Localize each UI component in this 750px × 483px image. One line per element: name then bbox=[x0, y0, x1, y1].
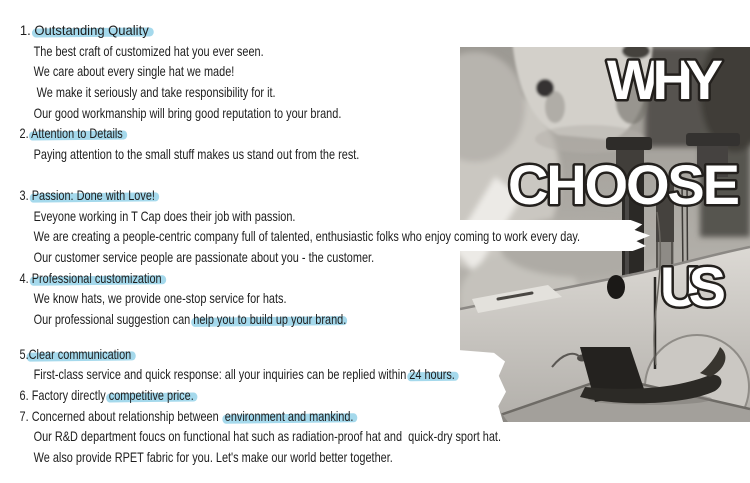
line-text: Our customer service people are passionate about you - the customer. bbox=[33, 248, 375, 265]
list-line bbox=[18, 247, 587, 268]
list-heading bbox=[18, 185, 587, 206]
highlighted-phrase: Professional customization bbox=[31, 269, 162, 286]
list-line bbox=[18, 226, 587, 247]
highlighted-phrase: 24 hours. bbox=[409, 366, 455, 383]
line-text: Eveyone working in T Cap does their job with passion. bbox=[33, 207, 296, 224]
line-text: 4. bbox=[19, 269, 32, 286]
list-line bbox=[18, 309, 587, 330]
list-line bbox=[18, 206, 587, 227]
list-line bbox=[18, 426, 587, 447]
line-text: 6. Factory directly bbox=[19, 387, 109, 403]
list-heading bbox=[18, 20, 697, 41]
line-text: Our good workmanship will bring good reputation to your brand. bbox=[33, 104, 342, 121]
line-text: We also provide RPET fabric for you. Let's make our world better together. bbox=[33, 449, 393, 466]
line-text: First-class service and quick response: all your inquiries can be replied within bbox=[33, 366, 410, 383]
highlighted-phrase: competitive price. bbox=[108, 387, 194, 403]
line-text: Our professional suggestion can bbox=[33, 310, 194, 327]
line-text: . bbox=[343, 310, 347, 327]
line-text: 1. bbox=[19, 22, 35, 38]
line-text: We know hats, we provide one-stop service for hats. bbox=[33, 290, 287, 307]
highlighted-phrase: help you to build up your brand bbox=[193, 310, 344, 327]
hero-line-choose: CHOOSE bbox=[508, 153, 740, 216]
line-text: Paying attention to the small stuff makes us stand out from the rest. bbox=[33, 146, 360, 163]
hero-line-why: WHY bbox=[607, 48, 723, 111]
list-line bbox=[18, 288, 587, 309]
list-line bbox=[18, 41, 587, 62]
line-text: 7. Concerned about relationship between bbox=[19, 407, 225, 424]
list-line bbox=[18, 61, 587, 82]
line-text: 2. bbox=[19, 125, 32, 142]
highlighted-phrase: environment and mankind. bbox=[224, 407, 354, 424]
list-heading bbox=[18, 123, 587, 144]
list-heading bbox=[18, 344, 587, 365]
line-text: We care about every single hat we made! bbox=[33, 63, 235, 80]
hero-line-us: US bbox=[660, 255, 726, 318]
list-line bbox=[18, 364, 587, 385]
line-text: 3. bbox=[19, 186, 32, 203]
list-line bbox=[18, 144, 587, 165]
highlighted-phrase: Clear communication bbox=[28, 345, 132, 362]
list-heading bbox=[18, 406, 587, 427]
list-heading bbox=[18, 385, 587, 406]
line-text: We are creating a people-centric company full of talented, enthusiastic folks who enjoy coming to work every day. bbox=[33, 228, 581, 245]
line-text: 5. bbox=[19, 345, 29, 362]
list-line bbox=[18, 82, 587, 103]
line-text: Our R&D department foucs on functional hat such as radiation-proof hat and quick-dry sport hat. bbox=[33, 428, 501, 445]
line-text: We make it seriously and take responsibility for it. bbox=[33, 84, 276, 101]
highlighted-phrase: Attention to Details bbox=[31, 125, 123, 142]
list-line bbox=[18, 447, 587, 468]
list-heading bbox=[18, 268, 587, 289]
list-line bbox=[18, 103, 587, 124]
reasons-list bbox=[18, 20, 748, 468]
highlighted-phrase: Outstanding Quality bbox=[34, 22, 149, 38]
highlighted-phrase: Passion: Done with Love! bbox=[31, 186, 155, 203]
line-text: The best craft of customized hat you ever seen. bbox=[33, 42, 264, 59]
